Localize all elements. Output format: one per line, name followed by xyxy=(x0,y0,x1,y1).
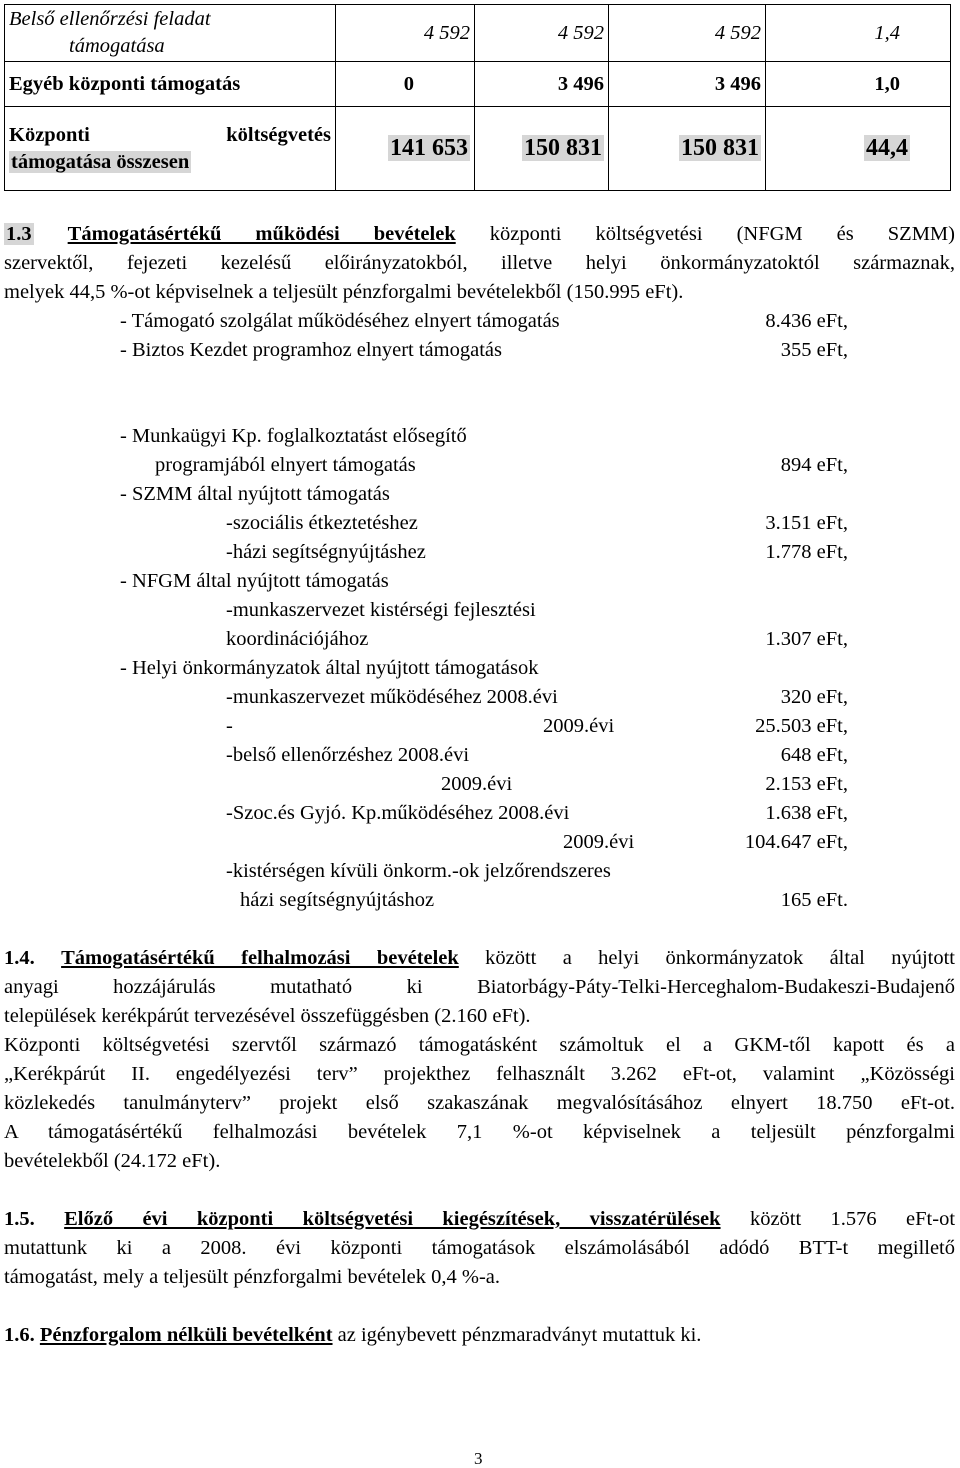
s14-line7: A támogatásértékű felhalmozási bevételek 7,1 %-ot képviselnek a teljesült pénzforgalmi xyxy=(4,1121,955,1143)
szmm-item-value: 1.778 eFt, xyxy=(765,541,848,563)
helyi-item-value: 320 eFt, xyxy=(780,686,848,708)
s14-line2: anyagi hozzájárulás mutatható ki Biatorbágy-Páty-Telki-Herceghalom-Budakeszi-Budajenő xyxy=(4,976,955,998)
s13-item-text: - Támogató szolgálat működéséhez elnyert támogatás xyxy=(120,310,560,332)
cell-value: 4 592 xyxy=(336,5,475,62)
budget-table xyxy=(4,4,951,191)
helyi-item: házi segítségnyújtáshoz xyxy=(240,889,435,911)
cell-value: 3 496 xyxy=(609,62,766,107)
s13-line3: melyek 44,5 %-ot képviselnek a teljesült pénzforgalmi bevételekből (150.995 eFt). xyxy=(4,281,684,303)
row-label: Egyéb központi támogatás xyxy=(5,62,336,107)
s13-title: Támogatásértékű működési bevételek xyxy=(67,223,456,245)
row-label xyxy=(5,5,336,62)
s15-number: 1.5. xyxy=(4,1208,35,1230)
cell-value xyxy=(766,107,951,191)
s14-title: Támogatásértékű felhalmozási bevételek xyxy=(61,947,459,969)
helyi-item: -kistérségen kívüli önkorm.-ok jelzőrendszeres xyxy=(226,860,611,882)
s15-line2: mutattunk ki a 2008. évi központi támogatások elszámolásából adódó BTT-t megillető xyxy=(4,1237,955,1259)
s13-item-text: - Biztos Kezdet programhoz elnyert támogatás xyxy=(120,339,502,361)
row-label-line1: Központi költségvetés xyxy=(9,123,331,146)
munkaugyi-line2: programjából elnyert támogatás xyxy=(155,454,416,476)
row-label-line2: támogatása xyxy=(69,35,165,57)
cell-value xyxy=(609,107,766,191)
s14-line1-rest: között a helyi önkormányzatok által nyújtott xyxy=(485,947,955,969)
cell-value xyxy=(475,107,609,191)
s16-rest: az igénybevett pénzmaradványt mutattuk ki. xyxy=(337,1324,702,1346)
helyi-item-value: 648 eFt, xyxy=(780,744,848,766)
s13-number: 1.3 xyxy=(6,223,32,245)
s15-line1-rest: között 1.576 eFt-ot xyxy=(749,1208,956,1230)
helyi-item-value: 2.153 eFt, xyxy=(765,773,848,795)
s14-line5: „Kerékpárút II. engedélyezési terv” projekthez felhasznált 3.262 eFt-ot, valamint „Közösségi xyxy=(4,1063,955,1085)
s14-line1 xyxy=(4,948,955,969)
helyi-item: -munkaszervezet működéséhez 2008.évi xyxy=(226,686,558,708)
s16-line xyxy=(4,1325,701,1346)
row-label xyxy=(5,107,336,191)
s14-line3: települések kerékpárút tervezésével összefüggésben (2.160 eFt). xyxy=(4,1005,531,1027)
cell-value-text: 150 831 xyxy=(681,135,759,161)
row-label-line2: támogatása összesen xyxy=(11,150,190,173)
cell-value: 1,0 xyxy=(766,62,951,107)
row-label-line1: Belső ellenőrzési feladat xyxy=(9,8,211,31)
s14-line4: Központi költségvetési szervtől származó támogatásként számoltuk el a GKM-től kapott és a xyxy=(4,1034,955,1056)
helyi-item-value: 1.638 eFt, xyxy=(765,802,848,824)
cell-value xyxy=(336,107,475,191)
munkaugyi-line1: - Munkaügyi Kp. foglalkoztatást elősegítő xyxy=(120,425,467,447)
helyi-item: 2009.évi xyxy=(563,831,635,853)
helyi-item-value: 104.647 eFt, xyxy=(744,831,848,853)
szmm-item: -házi segítségnyújtáshez xyxy=(226,541,426,563)
nfgm-heading: - NFGM által nyújtott támogatás xyxy=(120,570,389,592)
helyi-item: -belső ellenőrzéshez 2008.évi xyxy=(226,744,470,766)
cell-value-text: 150 831 xyxy=(524,135,602,161)
cell-value-text: 141 653 xyxy=(390,135,468,161)
helyi-item: 2009.évi xyxy=(543,715,615,737)
s16-title: Pénzforgalom nélküli bevételként xyxy=(39,1324,333,1346)
cell-value-text: 44,4 xyxy=(866,135,908,161)
nfgm-item-line2: koordinációjához xyxy=(226,628,369,650)
s14-line8: bevételekből (24.172 eFt). xyxy=(4,1150,221,1172)
table-row xyxy=(5,107,951,191)
szmm-item: -szociális étkeztetéshez xyxy=(226,512,418,534)
helyi-heading: - Helyi önkormányzatok által nyújtott támogatások xyxy=(120,657,539,679)
s14-number: 1.4. xyxy=(4,947,35,969)
nfgm-item-value: 1.307 eFt, xyxy=(765,628,848,650)
szmm-heading: - SZMM által nyújtott támogatás xyxy=(120,483,390,505)
s16-number: 1.6. xyxy=(4,1324,35,1346)
s14-line6: közlekedés tanulmányterv” projekt első szakaszának megvalósításához elnyert 18.750 eFt-ot. xyxy=(4,1092,955,1114)
s13-line1-rest: központi költségvetési (NFGM és SZMM) xyxy=(489,223,955,245)
helyi-item-value: 25.503 eFt, xyxy=(755,715,848,737)
cell-value: 1,4 xyxy=(766,5,951,62)
s13-item-value: 355 eFt, xyxy=(780,339,848,361)
helyi-item-dash: - xyxy=(226,715,233,737)
cell-value: 4 592 xyxy=(609,5,766,62)
cell-value: 3 496 xyxy=(475,62,609,107)
s13-line1 xyxy=(4,224,955,245)
munkaugyi-value: 894 eFt, xyxy=(780,454,848,476)
helyi-item-value: 165 eFt. xyxy=(780,889,848,911)
table-row xyxy=(5,5,951,62)
s15-title: Előző évi központi költségvetési kiegészítések, visszatérülések xyxy=(64,1208,721,1230)
nfgm-item-line1: -munkaszervezet kistérségi fejlesztési xyxy=(226,599,536,621)
cell-value: 4 592 xyxy=(475,5,609,62)
helyi-item: 2009.évi xyxy=(441,773,513,795)
helyi-item: -Szoc.és Gyjó. Kp.működéséhez 2008.évi xyxy=(226,802,570,824)
table-row xyxy=(5,62,951,107)
s13-line2: szervektől, fejezeti kezelésű előirányzatokból, illetve helyi önkormányzatoktól származnak, xyxy=(4,252,955,274)
szmm-item-value: 3.151 eFt, xyxy=(765,512,848,534)
s15-line1 xyxy=(4,1209,955,1230)
cell-value: 0 xyxy=(336,62,475,107)
page-number: 3 xyxy=(474,1449,483,1468)
s15-line3: támogatást, mely a teljesült pénzforgalmi bevételek 0,4 %-a. xyxy=(4,1266,501,1288)
s13-item-value: 8.436 eFt, xyxy=(765,310,848,332)
